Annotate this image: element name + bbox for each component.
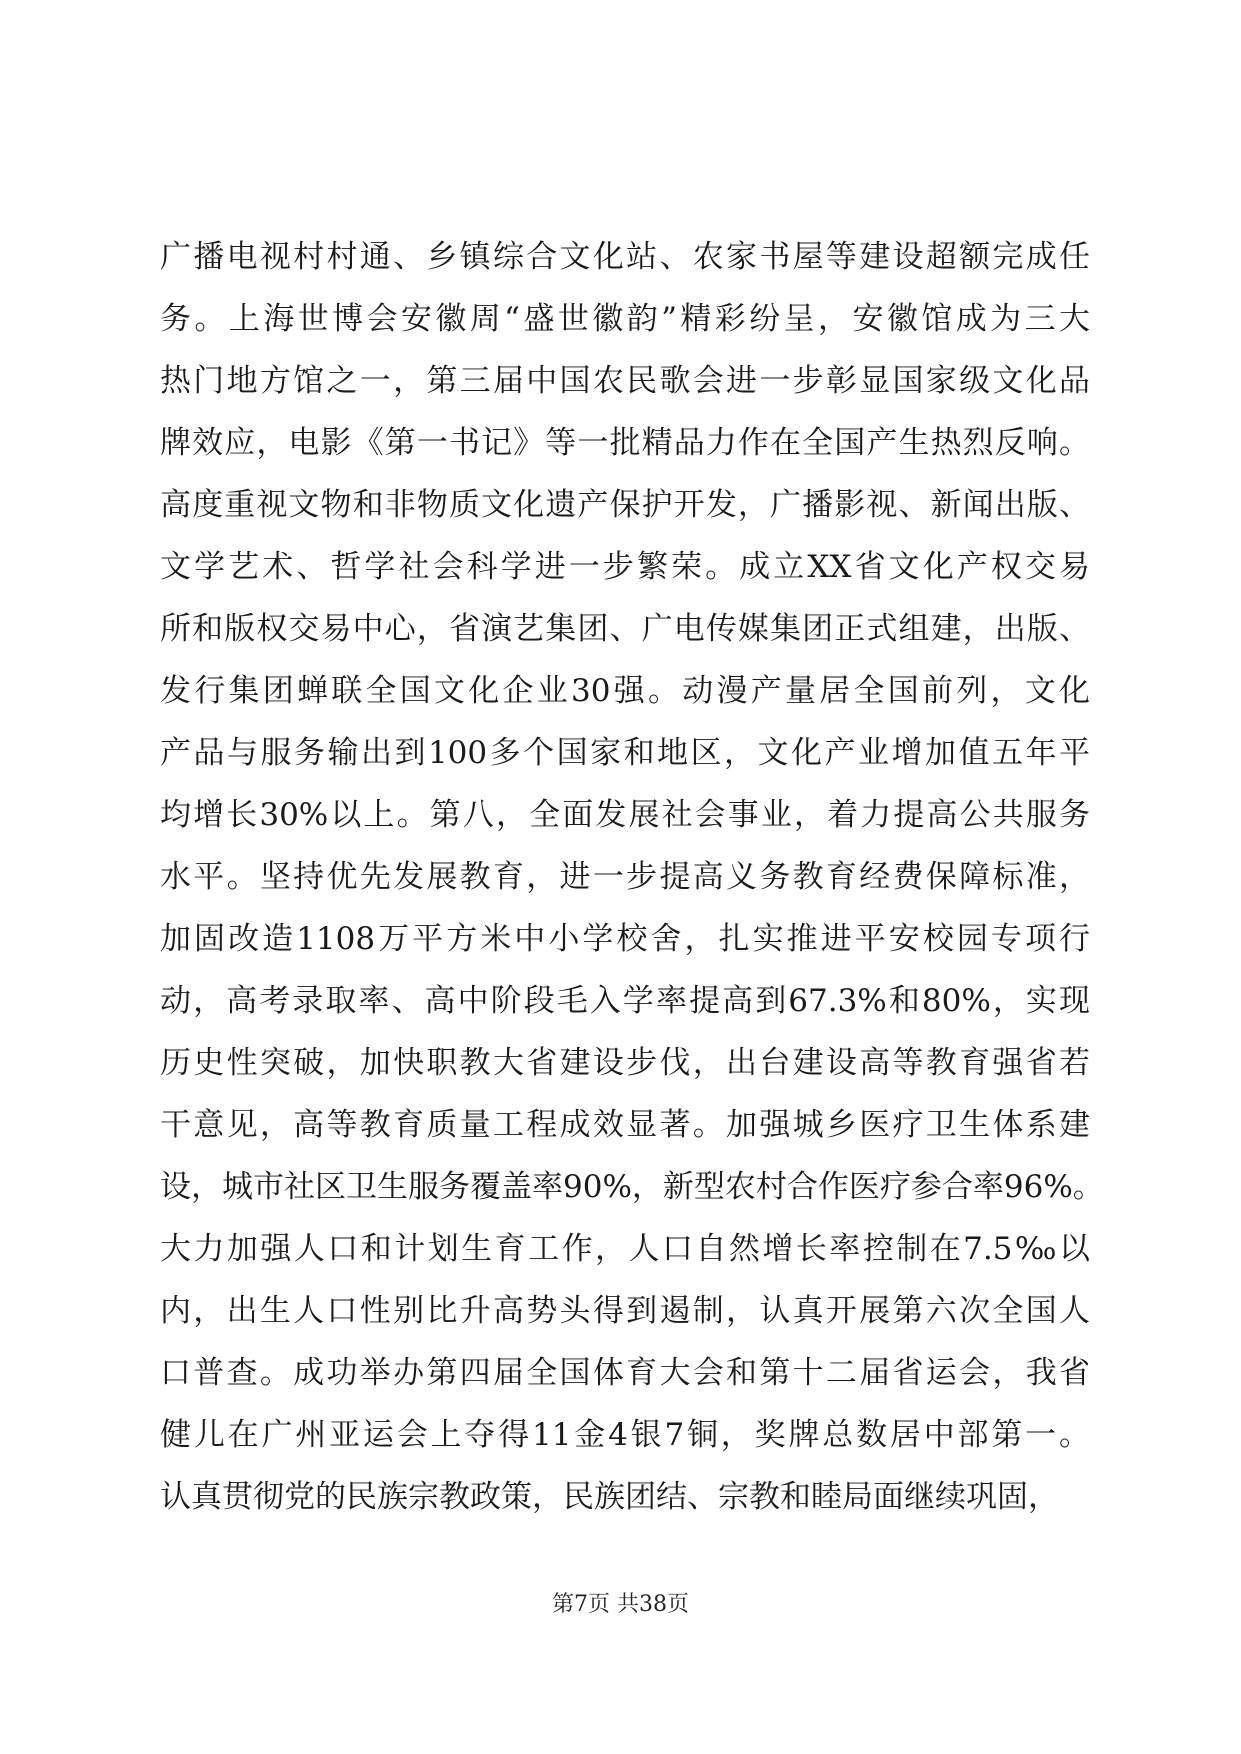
text-line: 发行集团蝉联全国文化企业30强。动漫产量居全国前列，文化 [160, 673, 1090, 709]
body-text [160, 226, 1104, 1528]
text-line: 产品与服务输出到100多个国家和地区，文化产业增加值五年平 [160, 735, 1090, 771]
text-line: 均增长30%以上。第八，全面发展社会事业，着力提高公共服务 [160, 797, 1090, 833]
text-line: 广播电视村村通、乡镇综合文化站、农家书屋等建设超额完成任 [160, 239, 1090, 275]
text-line: 牌效应，电影《第一书记》等一批精品力作在全国产生热烈反响。 [160, 425, 1090, 461]
text-line: 历史性突破，加快职教大省建设步伐，出台建设高等教育强省若 [160, 1045, 1090, 1081]
text-line: 健儿在广州亚运会上夺得11金4银7铜，奖牌总数居中部第一。 [160, 1417, 1090, 1453]
text-line: 高度重视文物和非物质文化遗产保护开发，广播影视、新闻出版、 [160, 487, 1090, 523]
text-line: 加固改造1108万平方米中小学校舍，扎实推进平安校园专项行 [160, 921, 1090, 957]
text-line: 动，高考录取率、高中阶段毛入学率提高到67.3%和80%，实现 [160, 983, 1090, 1019]
page-footer [0, 1590, 1241, 1620]
text-line: 水平。坚持优先发展教育，进一步提高义务教育经费保障标准， [160, 859, 1090, 895]
text-line: 干意见，高等教育质量工程成效显著。加强城乡医疗卫生体系建 [160, 1107, 1090, 1143]
text-line: 设，城市社区卫生服务覆盖率90%，新型农村合作医疗参合率96%。 [160, 1169, 1104, 1205]
text-line: 务。上海世博会安徽周“盛世徽韵”精彩纷呈，安徽馆成为三大 [160, 301, 1090, 337]
text-line: 认真贯彻党的民族宗教政策，民族团结、宗教和睦局面继续巩固， [160, 1479, 1059, 1515]
page-number: 第7页 共38页 [552, 1592, 689, 1617]
text-line: 所和版权交易中心，省演艺集团、广电传媒集团正式组建，出版、 [160, 611, 1090, 647]
text-line: 文学艺术、哲学社会科学进一步繁荣。成立XX省文化产权交易 [160, 549, 1090, 585]
text-line: 热门地方馆之一，第三届中国农民歌会进一步彰显国家级文化品 [160, 363, 1090, 399]
text-line: 大力加强人口和计划生育工作，人口自然增长率控制在7.5‰以 [160, 1231, 1090, 1267]
text-line: 口普查。成功举办第四届全国体育大会和第十二届省运会，我省 [160, 1355, 1090, 1391]
text-line: 内，出生人口性别比升高势头得到遏制，认真开展第六次全国人 [160, 1293, 1090, 1329]
